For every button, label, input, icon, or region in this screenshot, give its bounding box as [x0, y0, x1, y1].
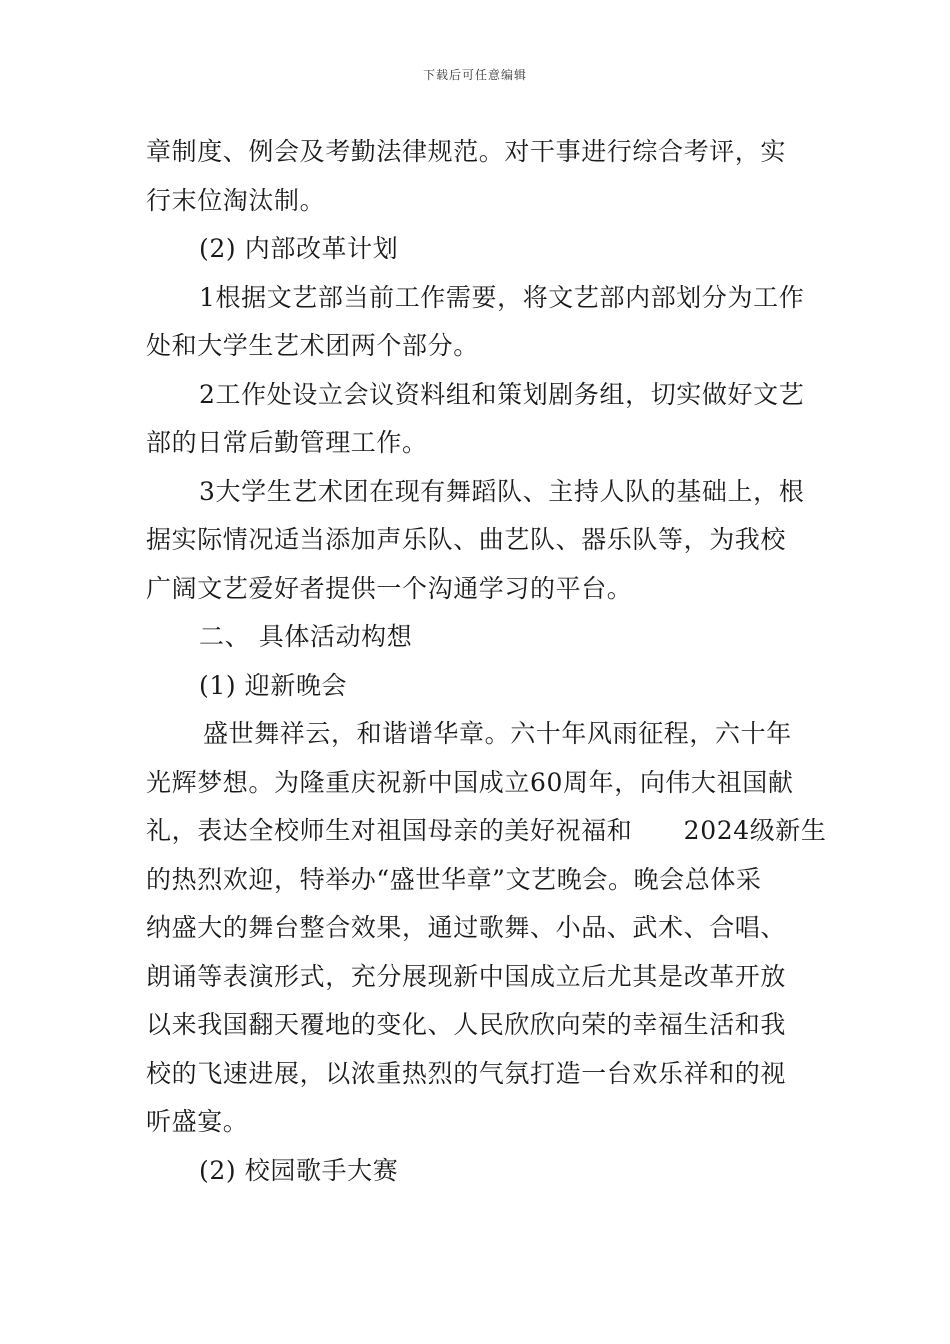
text-line: 1根据文艺部当前工作需要，将文艺部内部划分为工作: [199, 282, 805, 312]
text-line: 2工作处设立会议资料组和策划剧务组，切实做好文艺: [199, 379, 805, 409]
page-header: 下载后可任意编辑: [422, 68, 527, 82]
text-line: 纳盛大的舞台整合效果，通过歌舞、小品、武术、合唱、: [146, 913, 787, 942]
text-line: 章制度、例会及考勤法律规范。对干事进行综合考评，实: [146, 137, 787, 166]
text-line: 部的日常后勤管理工作。: [146, 428, 428, 457]
section-heading: (2) 校园歌手大赛: [199, 1155, 399, 1185]
text-line: 朗诵等表演形式，充分展现新中国成立后尤其是改革开放: [146, 961, 787, 991]
text-line: 听盛宴。: [146, 1107, 249, 1136]
text-line: 以来我国翻天覆地的变化、人民欣欣向荣的幸福生活和我: [146, 1010, 787, 1039]
text-line: 盛世舞祥云，和谐谱华章。六十年风雨征程，六十年: [203, 719, 792, 748]
text-line: 据实际情况适当添加声乐队、曲艺队、器乐队等，为我校: [146, 525, 787, 554]
text-line: 3大学生艺术团在现有舞蹈队、主持人队的基础上，根: [199, 476, 805, 506]
section-heading: (1) 迎新晚会: [199, 670, 348, 700]
text-line: 处和大学生艺术团两个部分。: [146, 331, 479, 360]
text-line: 的热烈欢迎，特举办“盛世华章”文艺晚会。晚会总体采: [146, 864, 762, 894]
document-body: [146, 128, 827, 1195]
section-heading: 二、 具体活动构想: [199, 622, 413, 651]
section-heading: (2) 内部改革计划: [199, 234, 399, 263]
text-line: 校的飞速进展，以浓重热烈的气氛打造一台欢乐祥和的视: [146, 1058, 787, 1088]
text-line: 行末位淘汰制。: [146, 185, 326, 215]
text-line: 光辉梦想。为隆重庆祝新中国成立60周年，向伟大祖国献: [146, 767, 794, 797]
text-line: 礼，表达全校师生对祖国母亲的美好祝福和 2024级新生: [146, 816, 827, 845]
text-line: 广阔文艺爱好者提供一个沟通学习的平台。: [146, 573, 633, 603]
